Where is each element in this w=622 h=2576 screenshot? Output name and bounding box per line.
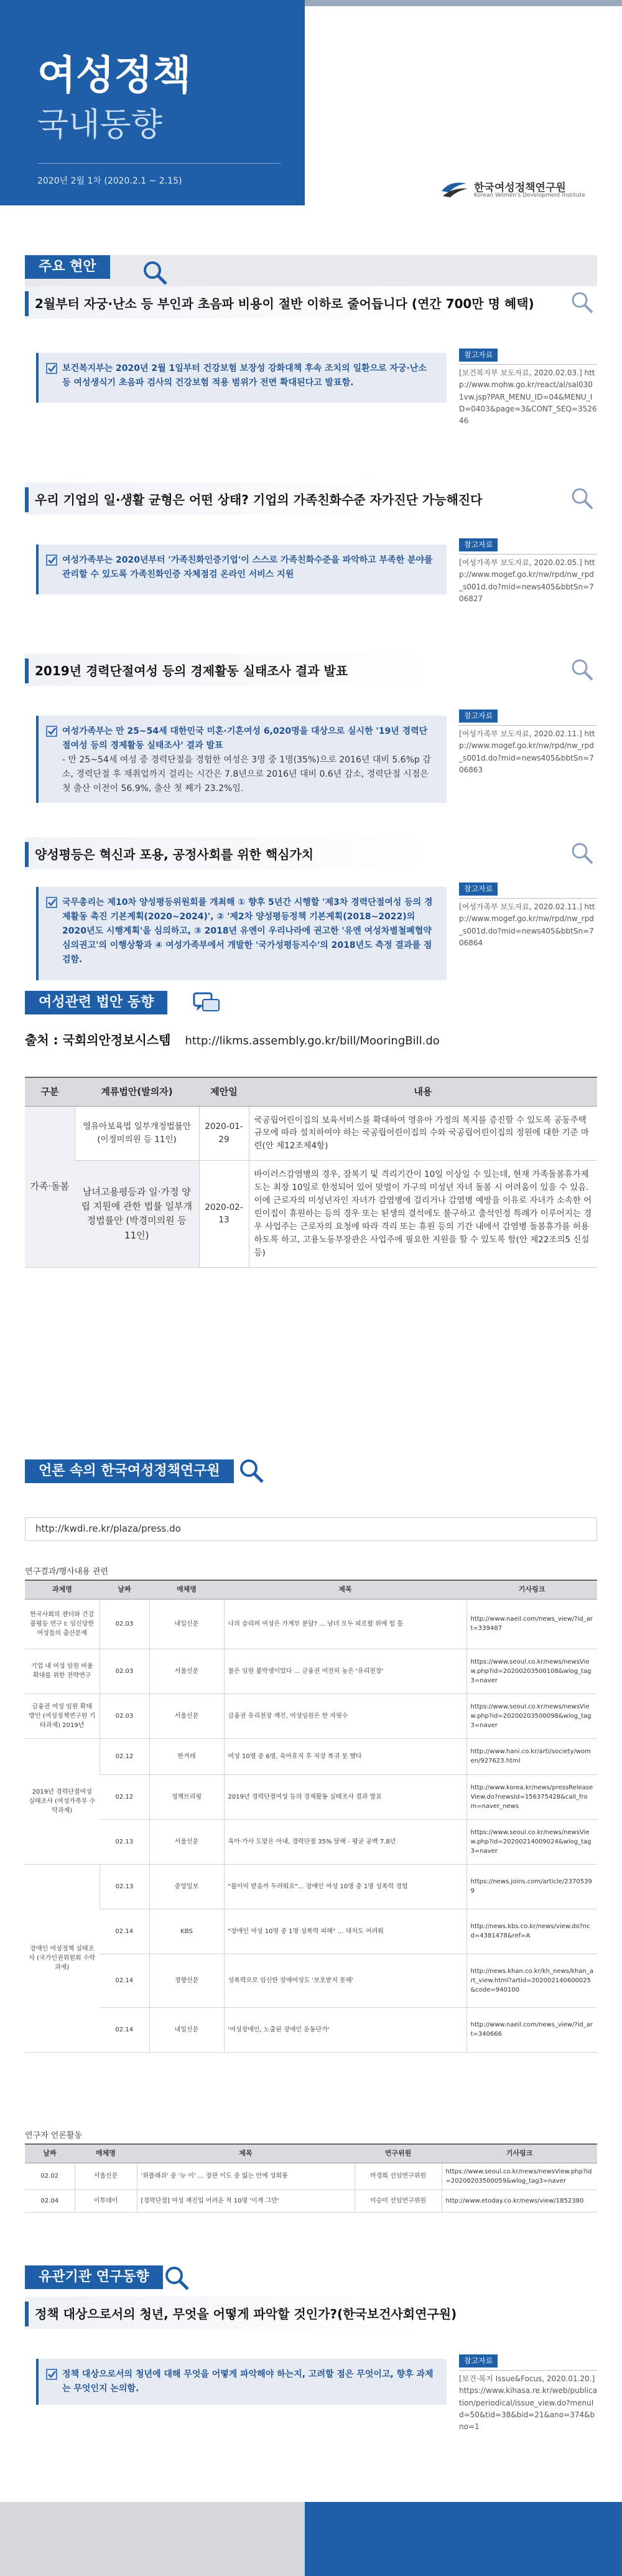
press-caption: 연구결과/행사내용 관련	[25, 1567, 109, 1576]
issue-title: 2월부터 자궁·난소 등 부인과 초음파 비용이 절반 이하로 줄어듭니다 (연간 700만 명 혜택)	[35, 296, 534, 311]
project-cell: 한국사회의 젠더와 건강 불평등 연구 Ⅰ: 임신당한 여성들의 출산문제	[25, 1599, 100, 1649]
summary-text: 국무총리는 제10차 양성평등위원회를 개최해 ① 향후 5년간 시행할 '제3차 경력단절여성 등의 경제활동 촉진 기본계획(2020~2024)', ② '제2차 양성평등정책 기본계획(2018~2022)의 2020년도 시행계획'을 심의하고, ③ 2018년 유엔이 우리나라에 권고한 '유엔 여성차별철폐협약 심의권고'의 이행상황과 ④ 여성가족부에서 개발한 '국가성평등지수'의 2018년도 측정 결과를 점검함.	[62, 897, 433, 965]
link-cell[interactable]: http://www.naeil.com/news_view/?id_art=340666	[466, 2007, 597, 2052]
table-header-row	[25, 1077, 597, 1106]
summary-text: 보건복지부는 2020년 2월 1일부터 건강보험 보장성 강화대책 후속 조치의 일환으로 자궁·난소 등 여성생식기 초음파 검사의 건강보험 적용 범위가 전면 확대된다고 발표함.	[62, 363, 427, 388]
date-cell: 02.03	[100, 1649, 149, 1693]
reference-link[interactable]: [여성가족부 보도자료, 2020.02.11.] http://www.mogef.go.kr/nw/rpd/nw_rpd_s001d.do?mid=news405&bbtSn=706864	[459, 898, 597, 949]
media-cell: 서울신문	[75, 2163, 137, 2190]
reference-1[interactable]	[459, 349, 597, 427]
reference-label: 참고자료	[459, 883, 498, 896]
column-header: 제안일	[199, 1077, 249, 1106]
title-cell: "불이익 받을까 두려워요"… 장애인 여성 10명 중 1명 성폭력 경험	[224, 1864, 466, 1909]
speech-bubble-icon	[192, 990, 221, 1019]
link-cell[interactable]: https://www.seoul.co.kr/news/newsView.php?id=20200203500098&wlog_tag3=naver	[466, 1693, 597, 1738]
media-cell: 내일신문	[149, 1599, 224, 1649]
date-cell: 02.13	[100, 1819, 149, 1864]
table-row	[25, 2163, 597, 2190]
section-related	[25, 2265, 597, 2297]
press-link[interactable]: http://kwdi.re.kr/plaza/press.do	[25, 1517, 597, 1541]
law-source-label: 출처 : 국회의안정보시스템	[25, 1033, 171, 1047]
project-cell: 2019년 경력단절여성 실태조사 (여성가족부 수탁과제)	[25, 1738, 100, 1864]
researcher-caption: 연구자 언론활동	[25, 2131, 83, 2140]
link-cell[interactable]: https://www.seoul.co.kr/news/newsView.php?id=20200203500108&wlog_tag3=naver	[466, 1649, 597, 1693]
link-cell[interactable]: http://news.khan.co.kr/kh_news/khan_art_view.html?artid=202002140600025&code=940100	[466, 1954, 597, 2007]
media-cell: 이투데이	[75, 2190, 137, 2212]
date-cell: 02.03	[100, 1693, 149, 1738]
issue-summary-4	[36, 887, 447, 980]
media-cell: 서울신문	[149, 1693, 224, 1738]
date-cell: 02.03	[100, 1599, 149, 1649]
section-title: 여성관련 법안 동향	[25, 991, 167, 1014]
media-cell: 내일신문	[149, 2007, 224, 2052]
table-header-row	[25, 2144, 597, 2163]
table-row	[25, 1161, 597, 1267]
hero-subtitle: 국내동향	[37, 106, 162, 144]
check-icon	[46, 363, 57, 374]
reference-label: 참고자료	[459, 538, 498, 551]
media-cell: KBS	[149, 1909, 224, 1954]
table-header-row	[25, 1580, 597, 1599]
reference-4[interactable]	[459, 883, 597, 949]
content-cell: 바이러스감염병의 경우, 잠복기 및 격리기간이 10일 이상일 수 있는데, 현재 가족돌봄휴가제도는 최장 10일로 한정되어 있어 맞벌이 가구의 미성년 자녀 돌봄 시 어려움이 있을 수 있음. 이에 근로자의 미성년자인 자녀가 감염병에 걸리거나 감염병 예방을 이유로 자녀가 소속한 어린이집이 휴원하는 등의 경우 또는 된생의 결석에도 불구하고 출석인정 특례가 이루어지는 경우 사업주는 근로자의 요청에 따라 격리 또는 휴원 등의 기간 내에서 감염병 돌봄휴가를 허용하도록 하고, 고용노동부장관은 사업주에 필요한 지원을 할 수 있도록 함(안 제22조의5 신설 등)	[249, 1161, 597, 1267]
column-header: 계류법안(발의자)	[75, 1077, 199, 1106]
column-header: 제목	[137, 2144, 355, 2163]
logo-english: Korean Women's Development Institute	[474, 192, 585, 199]
column-header: 구분	[25, 1077, 75, 1106]
reference-link[interactable]: [여성가족부 보도자료, 2020.02.05.] http://www.mogef.go.kr/nw/rpd/nw_rpd_s001d.do?mid=news405&bbtSn=706827	[459, 554, 597, 605]
link-cell[interactable]: http://www.etoday.co.kr/news/view/1852380	[442, 2190, 597, 2212]
reference-link[interactable]: [여성가족부 보도자료, 2020.02.11.] http://www.mogef.go.kr/nw/rpd/nw_rpd_s001d.do?mid=news405&bbtSn=706863	[459, 725, 597, 776]
date-cell: 02.13	[100, 1864, 149, 1909]
link-cell[interactable]: http://www.korea.kr/news/pressReleaseView.do?newsId=156375428&call_from=naver_news	[466, 1774, 597, 1819]
law-table	[25, 1077, 597, 1268]
media-cell: 한겨레	[149, 1738, 224, 1774]
project-cell: 장애인 여성정책 실태조사 (국가인권위원회 수탁과제)	[25, 1864, 100, 2052]
column-header: 연구위원	[355, 2144, 442, 2163]
table-row	[25, 1864, 597, 1909]
table-row	[25, 1909, 597, 1954]
researcher-cell: 마경희 선임연구위원	[355, 2163, 442, 2190]
issue-summary-3	[36, 716, 447, 803]
magnifier-icon	[567, 484, 597, 513]
bill-cell: 영유아보육법 일부개정법률안 (이정미의원 등 11인)	[75, 1106, 199, 1161]
column-header: 날짜	[100, 1580, 149, 1599]
title-cell: 여성 10명 중 6명, 육아휴직 후 직장 복귀 못 했다	[224, 1738, 466, 1774]
date-cell: 02.12	[100, 1738, 149, 1774]
issue-title: 우리 기업의 일·생활 균형은 어떤 상태? 기업의 가족친화수준 자가진단 가능해진다	[35, 492, 483, 507]
table-row	[25, 2190, 597, 2212]
law-source-link[interactable]: http://likms.assembly.go.kr/bill/MooringBill.do	[185, 1034, 440, 1047]
kwdi-logo[interactable]	[439, 177, 593, 202]
magnifier-icon	[567, 288, 597, 317]
content-cell: 국공립어린이집의 보육서비스를 확대하여 영유아 가정의 복지를 증진할 수 있도록 공동주택 규모에 따라 설치하여야 하는 국공립어린이집의 수와 국공립어린이집의 정원에 대한 기준 마련(안 제12조제4항)	[249, 1106, 597, 1161]
summary-bullet: - 만 25~54세 여성 중 경력단절을 경험한 여성은 3명 중 1명(35%)으로 2016년 대비 5.6%p 감소, 경력단절 후 재취업까지 걸리는 시간은 7.8년으로 2016년 대비 0.6년 감소, 경력단절 시점은 첫 출산 이전이 56.9%, 출산 첫 째가 23.2%임.	[62, 755, 431, 794]
date-cell: 02.02	[25, 2163, 75, 2190]
related-summary	[36, 2359, 447, 2405]
logo-korean: 한국여성정책연구원	[474, 182, 566, 194]
section-title: 유관기관 연구동향	[25, 2265, 163, 2289]
title-cell: '여성장애인, 노출된 장애인 운동단가'	[224, 2007, 466, 2052]
kwdi-logo-icon	[439, 179, 469, 201]
reference-label: 참고자료	[459, 710, 498, 723]
reference-3[interactable]	[459, 710, 597, 776]
hero-divider	[37, 163, 281, 164]
researcher-cell: 이승미 선임연구위원	[355, 2190, 442, 2212]
title-cell: 성폭력으로 임신한 장애여성도 '보호받지 못해'	[224, 1954, 466, 2007]
date-cell: 02.04	[25, 2190, 75, 2212]
table-row	[25, 1819, 597, 1864]
title-cell: 2019년 경력단절여성 등의 경제활동 실태조사 결과 발표	[224, 1774, 466, 1819]
date-cell: 2020-02-13	[199, 1161, 249, 1267]
column-header: 매체명	[75, 2144, 137, 2163]
column-header: 기사링크	[442, 2144, 597, 2163]
column-header: 과제명	[25, 1580, 100, 1599]
date-cell: 02.14	[100, 1909, 149, 1954]
reference-related[interactable]	[459, 2354, 597, 2433]
title-cell: "장애인 여성 10명 중 1명 성폭력 피해" … 대처도 어려워	[224, 1909, 466, 1954]
table-row	[25, 1649, 597, 1693]
column-header: 제목	[224, 1580, 466, 1599]
magnifier-icon	[236, 1456, 266, 1486]
related-heading	[25, 2297, 597, 2329]
title-cell: 금융권 유리천장 깨진, 여성임원은 한 자릿수	[224, 1693, 466, 1738]
summary-text: 여성가족부는 2020년부터 '가족친화인증기업'이 스스로 가족친화수준을 파악하고 부족한 분야를 관리할 수 있도록 가족친화인증 자체점검 온라인 서비스 지원	[62, 555, 433, 580]
hero-banner	[0, 0, 622, 205]
press-table	[25, 1580, 597, 2053]
issue-title: 양성평등은 혁신과 포용, 공정사회를 위한 핵심가치	[35, 847, 314, 862]
magnifier-icon	[162, 2263, 192, 2293]
link-cell[interactable]: https://news.joins.com/article/23705399	[466, 1864, 597, 1909]
summary-text: 정책 대상으로서의 청년에 대해 무엇을 어떻게 파악해야 하는지, 고려할 점은 무엇이고, 향후 과제는 무엇인지 논의함.	[62, 2369, 434, 2394]
media-cell: 중앙일보	[149, 1864, 224, 1909]
section-title: 주요 현안	[25, 255, 110, 279]
column-header: 매체명	[149, 1580, 224, 1599]
related-title: 정책 대상으로서의 청년, 무엇을 어떻게 파악할 것인가?(한국보건사회연구원)	[35, 2307, 457, 2321]
table-row	[25, 1599, 597, 1649]
media-cell: 서울신문	[149, 1819, 224, 1864]
law-source	[25, 1030, 440, 1048]
media-cell: 경향신문	[149, 1954, 224, 2007]
date-cell: 02.12	[100, 1774, 149, 1819]
link-cell[interactable]: http://news.kbs.co.kr/news/view.do?ncd=4381478&ref=A	[466, 1909, 597, 1954]
table-row	[25, 1693, 597, 1738]
category-cell: 가족·돌봄	[25, 1106, 75, 1267]
issue-heading-2	[25, 482, 597, 515]
magnifier-icon	[140, 258, 170, 288]
link-cell[interactable]: https://www.seoul.co.kr/news/newsView.php?id=20200203500059&wlog_tag3=naver	[442, 2163, 597, 2190]
issue-heading-1	[25, 286, 597, 319]
title-cell: 육아·가사 도맡은 아내, 경력단절 35% 달해 - 평균 공백 7.8년	[224, 1819, 466, 1864]
check-icon	[46, 2369, 57, 2380]
researcher-table	[25, 2143, 597, 2213]
issue-summary-2	[36, 545, 447, 594]
media-cell: 정책브리핑	[149, 1774, 224, 1819]
reference-label: 참고자료	[459, 349, 498, 362]
title-cell: 나의 슬리퍼 여성은 가계부 분담? ... 남녀 모두 피로할 위에 힘 틀	[224, 1599, 466, 1649]
media-cell: 서울신문	[149, 1649, 224, 1693]
date-cell: 02.14	[100, 1954, 149, 2007]
issue-heading-4	[25, 837, 597, 869]
project-cell: 기업 내 여성 임원 비율 확대를 위한 전략연구	[25, 1649, 100, 1693]
table-row	[25, 1738, 597, 1774]
column-header: 날짜	[25, 2144, 75, 2163]
date-cell: 02.14	[100, 2007, 149, 2052]
title-cell: [경력단절] 여성 재진입 어려운 적 10명 '이게 그만'	[137, 2190, 355, 2212]
link-cell[interactable]: https://www.seoul.co.kr/news/newsView.php?id=20200214009024&wlog_tag3=naver	[466, 1819, 597, 1864]
table-row	[25, 1774, 597, 1819]
section-law	[25, 991, 597, 1022]
date-cell: 2020-01-29	[199, 1106, 249, 1161]
link-cell[interactable]: http://www.naeil.com/news_view/?id_art=339487	[466, 1599, 597, 1649]
hero-title: 여성정책	[37, 53, 192, 99]
title-cell: '위플래쉬' 중 '뉴 이' … 장관 이도 중 잃는 안에 성희롱	[137, 2163, 355, 2190]
title-cell: 물은 임원 불박생이었다 ... 금융권 여전히 높은 '유리천장'	[224, 1649, 466, 1693]
link-cell[interactable]: http://www.hani.co.kr/arti/society/women/927623.html	[466, 1738, 597, 1774]
hero-top-strip	[305, 0, 622, 6]
bill-cell: 남녀고용평등과 일·가정 양립 지원에 관한 법률 일부개정법률안 (박경미의원 등 11인)	[75, 1161, 199, 1267]
section-press	[25, 1453, 597, 1492]
issue-heading-3	[25, 653, 597, 686]
section-title: 언론 속의 한국여성정책연구원	[25, 1459, 234, 1483]
issue-title: 2019년 경력단절여성 등의 경제활동 실태조사 결과 발표	[35, 663, 348, 678]
magnifier-icon	[567, 838, 597, 868]
issue-summary-1	[36, 353, 447, 403]
check-icon	[46, 726, 57, 737]
reference-label: 참고자료	[459, 2354, 498, 2368]
table-row	[25, 2007, 597, 2052]
footer-blue-band	[305, 2502, 622, 2576]
table-row	[25, 1106, 597, 1161]
column-header: 기사링크	[466, 1580, 597, 1599]
check-icon	[46, 555, 57, 566]
hero-date: 2020년 2월 1차 (2020.2.1 ~ 2.15)	[37, 176, 182, 186]
reference-link[interactable]: [보건복지부 보도자료, 2020.02.03.] http://www.mohw.go.kr/react/al/sal0301vw.jsp?PAR_MENU_ID=04&MENU_ID=0403&page=3&CONT_SEQ=352646	[459, 364, 597, 427]
column-header: 내용	[249, 1077, 597, 1106]
magnifier-icon	[567, 655, 597, 685]
check-icon	[46, 897, 57, 908]
table-row	[25, 1954, 597, 2007]
summary-text: 여성가족부는 만 25~54세 대한민국 미혼·기혼여성 6,020명을 대상으로 실시한 '19년 경력단절여성 등의 경제활동 실태조사' 결과 발표	[62, 726, 428, 751]
reference-2[interactable]	[459, 538, 597, 605]
reference-link[interactable]: [보건·복지 Issue&Focus, 2020.01.20.] https://www.kihasa.re.kr/web/publication/periodical/issue_view.do?menuId=50&tid=38&bid=21&ano=374&bno=1	[459, 2370, 597, 2433]
project-cell: 금융권 여성 임원 확대 방안 (여성정책연구원 기타과제) 2019년	[25, 1693, 100, 1738]
